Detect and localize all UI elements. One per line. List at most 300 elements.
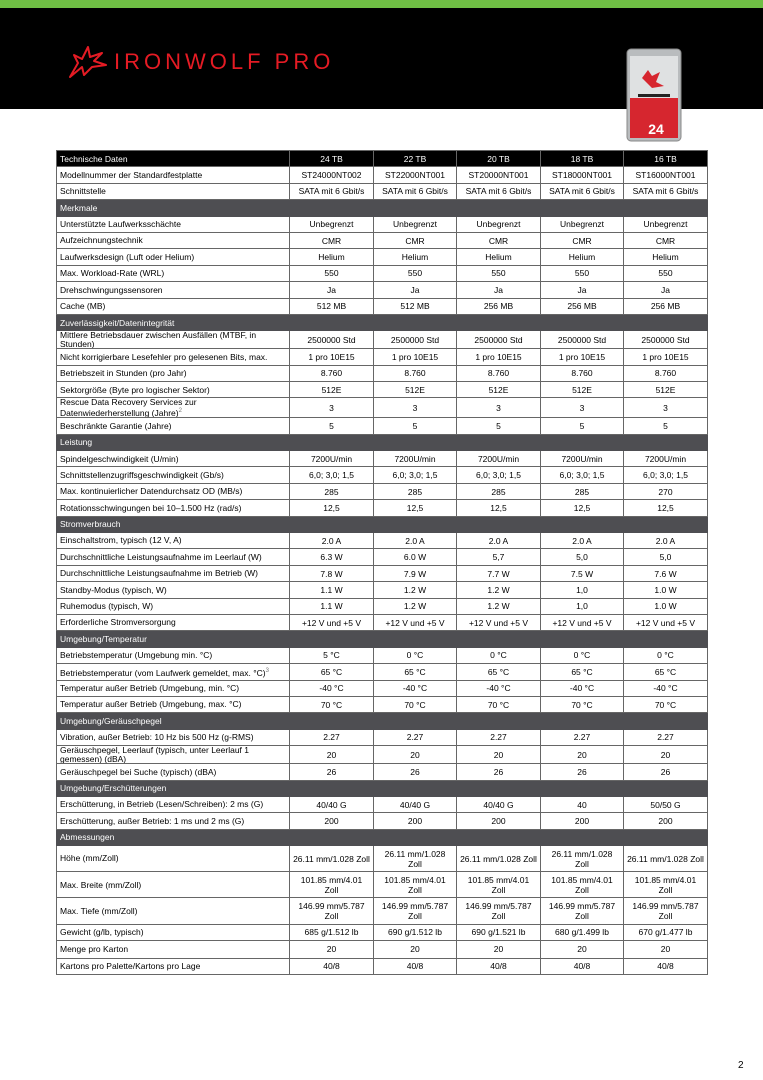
spec-value: 2.0 A (541, 533, 624, 549)
spec-value: SATA mit 6 Gbit/s (457, 183, 541, 199)
spec-value: -40 °C (374, 680, 457, 696)
page-number: 2 (738, 1060, 744, 1071)
spec-value: +12 V und +5 V (541, 614, 624, 630)
spec-value: 26 (374, 764, 457, 780)
table-row (57, 349, 708, 365)
spec-value: 5 °C (290, 647, 374, 663)
spec-label-text: Menge pro Karton (60, 944, 129, 955)
spec-label (57, 582, 290, 598)
spec-label-text: Durchschnittliche Leistungsaufnahme im Leerlauf (W) (60, 551, 262, 562)
spec-label (57, 282, 290, 298)
spec-value: 101.85 mm/4.01 Zoll (541, 872, 624, 898)
spec-label (57, 418, 290, 434)
spec-value: 40/40 G (374, 796, 457, 812)
header-label: Technische Daten (57, 151, 290, 167)
spec-value: CMR (541, 232, 624, 248)
section-header-row (57, 200, 708, 216)
spec-value: CMR (290, 232, 374, 248)
section-title: Umgebung/Erschütterungen (57, 780, 708, 796)
spec-label-text: Rotationsschwingungen bei 10–1.500 Hz (rad/s) (60, 502, 242, 513)
spec-label (57, 167, 290, 183)
spec-value: 2.27 (374, 729, 457, 745)
spec-value: 26 (624, 764, 708, 780)
spec-label (57, 898, 290, 924)
table-row (57, 746, 708, 764)
section-header-row (57, 829, 708, 845)
table-row (57, 500, 708, 516)
spec-value: Ja (541, 282, 624, 298)
spec-value: 146.99 mm/5.787 Zoll (541, 898, 624, 924)
spec-label-text: Betriebszeit in Stunden (pro Jahr) (60, 368, 187, 379)
spec-value: 1.0 W (624, 598, 708, 614)
spec-value: 512E (541, 382, 624, 398)
spec-value: 685 g/1.512 lb (290, 924, 374, 940)
spec-value: 1 pro 10E15 (457, 349, 541, 365)
spec-label-text: Temperatur außer Betrieb (Umgebung, max. °C) (60, 699, 242, 710)
spec-value: Ja (624, 282, 708, 298)
spec-value: 2500000 Std (457, 331, 541, 349)
wolf-icon (68, 45, 108, 79)
section-header-row (57, 314, 708, 330)
spec-value: 1.2 W (457, 598, 541, 614)
spec-value: 26.11 mm/1.028 Zoll (290, 846, 374, 872)
spec-label (57, 565, 290, 581)
spec-value: ST18000NT001 (541, 167, 624, 183)
spec-value: 2500000 Std (541, 331, 624, 349)
section-header-row (57, 713, 708, 729)
spec-label (57, 958, 290, 974)
spec-value: 6.3 W (290, 549, 374, 565)
spec-value: 1.1 W (290, 582, 374, 598)
spec-value: 7200U/min (541, 451, 624, 467)
spec-value: 285 (457, 483, 541, 499)
spec-value: 101.85 mm/4.01 Zoll (624, 872, 708, 898)
spec-value: -40 °C (541, 680, 624, 696)
spec-value: 65 °C (457, 664, 541, 680)
hard-drive-product-image (626, 48, 682, 142)
spec-value: 8.760 (624, 365, 708, 381)
spec-value: 7.7 W (457, 565, 541, 581)
spec-value: SATA mit 6 Gbit/s (541, 183, 624, 199)
spec-value: +12 V und +5 V (290, 614, 374, 630)
spec-label (57, 467, 290, 483)
spec-value: 101.85 mm/4.01 Zoll (290, 872, 374, 898)
spec-value: 40/40 G (457, 796, 541, 812)
table-row (57, 382, 708, 398)
spec-value: Helium (457, 249, 541, 265)
spec-value: 6.0 W (374, 549, 457, 565)
spec-value: SATA mit 6 Gbit/s (374, 183, 457, 199)
spec-value: ST16000NT001 (624, 167, 708, 183)
ironwolf-pro-logo (68, 42, 334, 82)
table-row (57, 941, 708, 959)
spec-label-text: Nicht korrigierbare Lesefehler pro gelesenen Bits, max. (60, 351, 268, 362)
table-row (57, 872, 708, 898)
spec-value: +12 V und +5 V (457, 614, 541, 630)
spec-value: 285 (541, 483, 624, 499)
capacity-header: 24 TB (290, 151, 374, 167)
spec-value: 26.11 mm/1.028 Zoll (541, 846, 624, 872)
spec-value: 40 (541, 796, 624, 812)
spec-value: 40/8 (374, 958, 457, 974)
top-accent-bar (0, 0, 763, 8)
spec-label-text: Betriebstemperatur (vom Laufwerk gemeldet, max. °C) (60, 667, 266, 678)
spec-value: 3 (290, 398, 374, 418)
table-row (57, 398, 708, 418)
spec-value: 0 °C (457, 647, 541, 663)
spec-value: 65 °C (541, 664, 624, 680)
spec-value: 20 (374, 746, 457, 764)
footnote-marker: 2 (178, 407, 182, 414)
table-row (57, 958, 708, 974)
table-row (57, 729, 708, 745)
spec-value: 285 (374, 483, 457, 499)
spec-value: Unbegrenzt (374, 216, 457, 232)
spec-value: 680 g/1.499 lb (541, 924, 624, 940)
spec-label-text: Durchschnittliche Leistungsaufnahme im Betrieb (W) (60, 568, 258, 579)
spec-value: 200 (374, 813, 457, 829)
spec-label-text: Schnittstellenzugriffsgeschwindigkeit (Gb/s) (60, 469, 224, 480)
spec-value: 1.0 W (624, 582, 708, 598)
spec-label-text: Geräuschpegel, Leerlauf (typisch, unter Leerlauf 1 gemessen) (dBA) (60, 745, 250, 764)
spec-value: 2.27 (624, 729, 708, 745)
spec-value: 1.2 W (457, 582, 541, 598)
spec-label (57, 598, 290, 614)
spec-value: 70 °C (624, 696, 708, 712)
spec-label (57, 549, 290, 565)
spec-label (57, 298, 290, 314)
table-row (57, 282, 708, 298)
spec-value: 20 (457, 941, 541, 959)
spec-label-text: Vibration, außer Betrieb: 10 Hz bis 500 Hz (g-RMS) (60, 732, 254, 743)
spec-table-header-row (57, 151, 708, 167)
spec-value: -40 °C (457, 680, 541, 696)
spec-value: 690 g/1.512 lb (374, 924, 457, 940)
spec-value: 65 °C (624, 664, 708, 680)
spec-label (57, 533, 290, 549)
spec-value: 20 (290, 746, 374, 764)
spec-value: 5 (457, 418, 541, 434)
drive-capacity-label: 24 (648, 121, 664, 137)
spec-value: 2500000 Std (290, 331, 374, 349)
spec-value: 146.99 mm/5.787 Zoll (290, 898, 374, 924)
spec-value: 200 (624, 813, 708, 829)
spec-value: 5 (374, 418, 457, 434)
spec-value: 550 (457, 265, 541, 281)
spec-value: 12,5 (624, 500, 708, 516)
spec-label-text: Max. Breite (mm/Zoll) (60, 879, 142, 890)
spec-label (57, 216, 290, 232)
spec-label (57, 183, 290, 199)
capacity-header: 22 TB (374, 151, 457, 167)
spec-value: +12 V und +5 V (374, 614, 457, 630)
table-row (57, 249, 708, 265)
spec-value: 2.27 (457, 729, 541, 745)
spec-label-text: Gewicht (g/lb, typisch) (60, 927, 144, 938)
spec-value: 550 (290, 265, 374, 281)
section-header-row (57, 516, 708, 532)
spec-label-text: Beschränkte Garantie (Jahre) (60, 420, 172, 431)
spec-value: 512E (457, 382, 541, 398)
footnote-marker: 3 (265, 667, 269, 674)
section-header-row (57, 631, 708, 647)
spec-value: 20 (457, 746, 541, 764)
spec-value: 5 (541, 418, 624, 434)
spec-value: 1 pro 10E15 (541, 349, 624, 365)
spec-value: 7.6 W (624, 565, 708, 581)
spec-value: 512 MB (290, 298, 374, 314)
table-row (57, 418, 708, 434)
table-row (57, 549, 708, 565)
spec-value: 70 °C (374, 696, 457, 712)
spec-label (57, 382, 290, 398)
spec-label-text: Unterstützte Laufwerksschächte (60, 219, 181, 229)
spec-value: 0 °C (624, 647, 708, 663)
spec-label-text: Ruhemodus (typisch, W) (60, 601, 154, 612)
spec-value: 5,0 (541, 549, 624, 565)
spec-value: 5,7 (457, 549, 541, 565)
spec-label-text: Modellnummer der Standardfestplatte (60, 169, 203, 180)
spec-value: ST22000NT001 (374, 167, 457, 183)
spec-value: SATA mit 6 Gbit/s (624, 183, 708, 199)
section-title: Umgebung/Geräuschpegel (57, 713, 708, 729)
spec-label (57, 746, 290, 764)
spec-value: 200 (290, 813, 374, 829)
spec-value: 1.2 W (374, 582, 457, 598)
spec-label-text: Spindelgeschwindigkeit (U/min) (60, 453, 179, 464)
spec-value: Helium (374, 249, 457, 265)
spec-value: 20 (541, 941, 624, 959)
spec-value: 12,5 (541, 500, 624, 516)
spec-label-text: Schnittstelle (60, 186, 106, 197)
table-row (57, 232, 708, 248)
spec-value: 670 g/1.477 lb (624, 924, 708, 940)
spec-value: 200 (541, 813, 624, 829)
section-title: Zuverlässigkeit/Datenintegrität (57, 314, 708, 330)
spec-value: Helium (541, 249, 624, 265)
spec-value: 6,0; 3,0; 1,5 (541, 467, 624, 483)
spec-value: 3 (624, 398, 708, 418)
spec-table (56, 150, 708, 975)
spec-label (57, 846, 290, 872)
spec-table-body (57, 167, 708, 975)
spec-label (57, 365, 290, 381)
spec-value: Ja (290, 282, 374, 298)
spec-value: 7200U/min (290, 451, 374, 467)
spec-value: 6,0; 3,0; 1,5 (374, 467, 457, 483)
section-header-row (57, 780, 708, 796)
spec-value: 101.85 mm/4.01 Zoll (374, 872, 457, 898)
spec-value: 70 °C (541, 696, 624, 712)
table-row (57, 183, 708, 199)
table-row (57, 265, 708, 281)
table-row (57, 696, 708, 712)
spec-label-text: Erschütterung, außer Betrieb: 1 ms und 2 ms (G) (60, 815, 245, 826)
spec-value: 690 g/1.521 lb (457, 924, 541, 940)
spec-value: 20 (374, 941, 457, 959)
spec-value: 20 (290, 941, 374, 959)
table-row (57, 533, 708, 549)
section-title: Merkmale (57, 200, 708, 216)
spec-label (57, 813, 290, 829)
spec-value: 3 (374, 398, 457, 418)
spec-label-text: Einschaltstrom, typisch (12 V, A) (60, 535, 182, 546)
spec-value: SATA mit 6 Gbit/s (290, 183, 374, 199)
spec-value: 550 (541, 265, 624, 281)
spec-value: 6,0; 3,0; 1,5 (624, 467, 708, 483)
spec-label-text: Kartons pro Palette/Kartons pro Lage (60, 961, 201, 972)
table-row (57, 467, 708, 483)
spec-value: 2.0 A (290, 533, 374, 549)
spec-value: Helium (624, 249, 708, 265)
spec-value: 12,5 (457, 500, 541, 516)
spec-value: 101.85 mm/4.01 Zoll (457, 872, 541, 898)
spec-value: 6,0; 3,0; 1,5 (457, 467, 541, 483)
spec-value: +12 V und +5 V (624, 614, 708, 630)
section-title: Leistung (57, 434, 708, 450)
spec-label (57, 331, 290, 349)
spec-label-text: Höhe (mm/Zoll) (60, 853, 119, 864)
table-row (57, 764, 708, 780)
spec-value: 5,0 (624, 549, 708, 565)
spec-value: 2500000 Std (624, 331, 708, 349)
spec-value: 2.0 A (624, 533, 708, 549)
spec-label (57, 680, 290, 696)
spec-value: 0 °C (374, 647, 457, 663)
spec-value: Ja (457, 282, 541, 298)
table-row (57, 924, 708, 940)
spec-value: 2.0 A (457, 533, 541, 549)
spec-value: 512E (374, 382, 457, 398)
spec-value: 40/40 G (290, 796, 374, 812)
capacity-header: 20 TB (457, 151, 541, 167)
table-row (57, 614, 708, 630)
spec-value: 8.760 (290, 365, 374, 381)
spec-value: 2.27 (541, 729, 624, 745)
spec-label (57, 349, 290, 365)
spec-label (57, 265, 290, 281)
spec-value: 285 (290, 483, 374, 499)
spec-value: 0 °C (541, 647, 624, 663)
spec-value: 1 pro 10E15 (374, 349, 457, 365)
spec-label (57, 232, 290, 248)
section-title: Umgebung/Temperatur (57, 631, 708, 647)
spec-value: Unbegrenzt (624, 216, 708, 232)
capacity-header: 18 TB (541, 151, 624, 167)
table-row (57, 451, 708, 467)
spec-value: 256 MB (541, 298, 624, 314)
table-row (57, 216, 708, 232)
spec-label-text: Aufzeichnungstechnik (60, 235, 143, 246)
section-title: Abmessungen (57, 829, 708, 845)
spec-label-text: Cache (MB) (60, 300, 106, 311)
spec-label (57, 647, 290, 663)
spec-value: 26 (541, 764, 624, 780)
spec-label-text: Sektorgröße (Byte pro logischer Sektor) (60, 384, 210, 395)
spec-value: ST20000NT001 (457, 167, 541, 183)
spec-value: 26.11 mm/1.028 Zoll (374, 846, 457, 872)
spec-value: CMR (374, 232, 457, 248)
spec-value: 7.8 W (290, 565, 374, 581)
spec-value: 40/8 (541, 958, 624, 974)
spec-label-text: Temperatur außer Betrieb (Umgebung, min. °C) (60, 682, 240, 693)
spec-value: 7.5 W (541, 565, 624, 581)
table-row (57, 598, 708, 614)
spec-value: 65 °C (374, 664, 457, 680)
spec-value: Helium (290, 249, 374, 265)
capacity-header: 16 TB (624, 151, 708, 167)
spec-value: -40 °C (624, 680, 708, 696)
spec-label-text: Laufwerksdesign (Luft oder Helium) (60, 251, 195, 262)
spec-value: 20 (624, 746, 708, 764)
spec-label (57, 398, 290, 418)
spec-value: 1 pro 10E15 (290, 349, 374, 365)
spec-value: 550 (624, 265, 708, 281)
spec-label (57, 872, 290, 898)
spec-value: 6,0; 3,0; 1,5 (290, 467, 374, 483)
spec-value: 7200U/min (374, 451, 457, 467)
section-header-row (57, 434, 708, 450)
spec-value: CMR (624, 232, 708, 248)
spec-label (57, 664, 290, 680)
spec-label (57, 729, 290, 745)
spec-label (57, 764, 290, 780)
spec-value: CMR (457, 232, 541, 248)
spec-value: 3 (457, 398, 541, 418)
spec-label-text: Geräuschpegel bei Suche (typisch) (dBA) (60, 766, 217, 777)
spec-value: 1,0 (541, 582, 624, 598)
table-row (57, 647, 708, 663)
spec-value: 256 MB (624, 298, 708, 314)
logo-wordmark: IRONWOLF PRO (114, 49, 335, 74)
spec-label (57, 249, 290, 265)
spec-value: 50/50 G (624, 796, 708, 812)
spec-value: 26.11 mm/1.028 Zoll (624, 846, 708, 872)
header-banner (0, 8, 763, 137)
spec-value: 3 (541, 398, 624, 418)
table-row (57, 167, 708, 183)
spec-value: ST24000NT002 (290, 167, 374, 183)
spec-value: 26 (457, 764, 541, 780)
spec-label-text: Drehschwingungssensoren (60, 284, 163, 295)
spec-value: 512E (290, 382, 374, 398)
table-row (57, 331, 708, 349)
table-row (57, 796, 708, 812)
spec-value: 5 (290, 418, 374, 434)
spec-value: 7.9 W (374, 565, 457, 581)
spec-value: 256 MB (457, 298, 541, 314)
table-row (57, 582, 708, 598)
spec-label-text: Max. kontinuierlicher Datendurchsatz OD (MB/s) (60, 486, 243, 497)
spec-value: 550 (374, 265, 457, 281)
table-row (57, 898, 708, 924)
spec-value: 146.99 mm/5.787 Zoll (624, 898, 708, 924)
spec-label (57, 451, 290, 467)
spec-value: 2500000 Std (374, 331, 457, 349)
spec-value: 20 (541, 746, 624, 764)
spec-value: 8.760 (374, 365, 457, 381)
spec-value: 26.11 mm/1.028 Zoll (457, 846, 541, 872)
spec-value: 12,5 (374, 500, 457, 516)
spec-value: Unbegrenzt (457, 216, 541, 232)
spec-value: 12,5 (290, 500, 374, 516)
spec-value: 8.760 (457, 365, 541, 381)
spec-value: 1.2 W (374, 598, 457, 614)
spec-value: 8.760 (541, 365, 624, 381)
spec-value: 1 pro 10E15 (624, 349, 708, 365)
table-row (57, 680, 708, 696)
section-title: Stromverbrauch (57, 516, 708, 532)
